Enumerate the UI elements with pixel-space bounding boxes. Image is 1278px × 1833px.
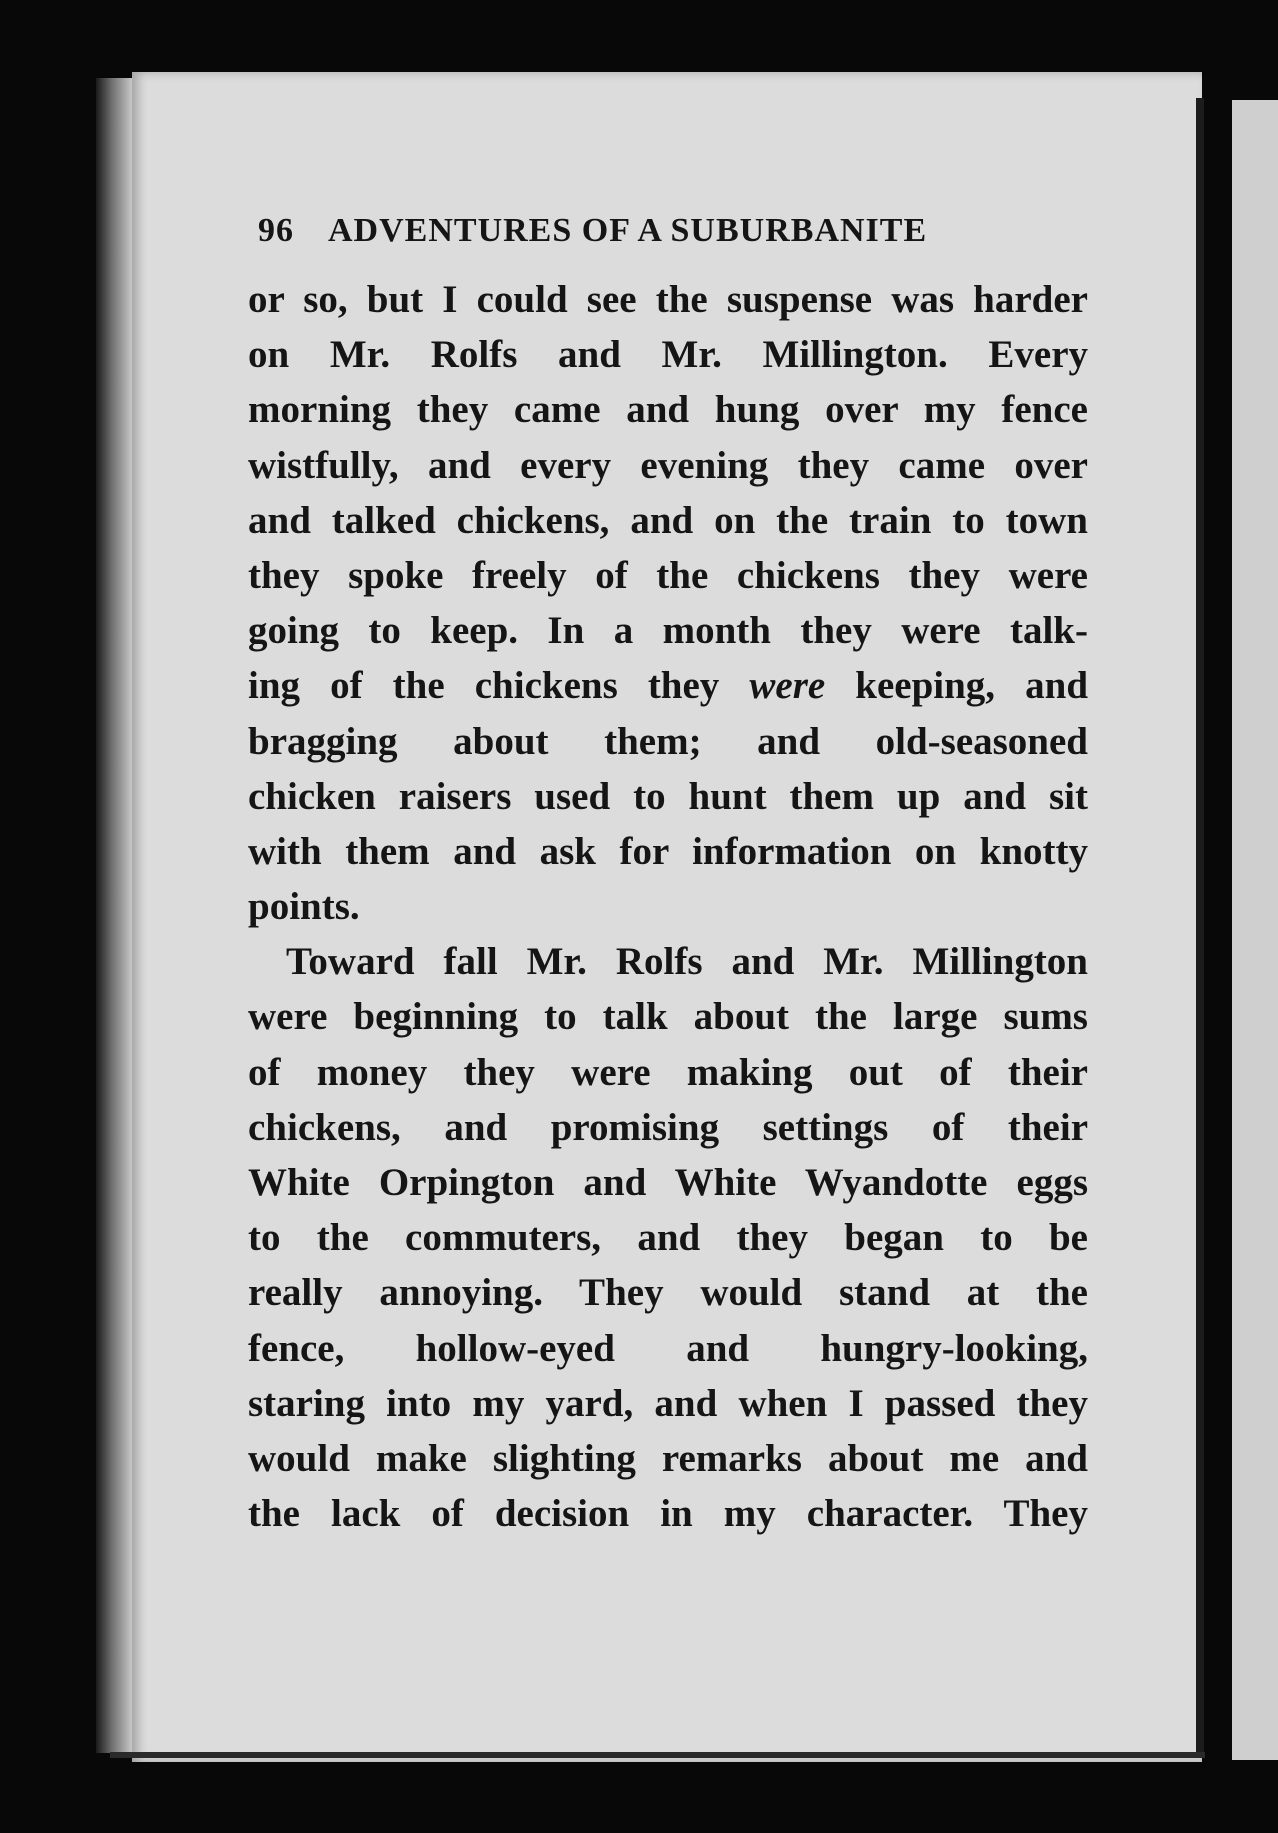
text-line: going to keep. In a month they were talk- (248, 609, 1088, 653)
page-bottom-edge (110, 1752, 1205, 1758)
page-number: 96 (258, 212, 294, 249)
emphasis-word: were (749, 664, 826, 708)
running-title: ADVENTURES OF A SUBURBANITE (328, 212, 928, 249)
text-line: points. (248, 885, 360, 929)
body-text (248, 272, 1088, 1541)
text-line: the lack of decision in my character. They (248, 1492, 1088, 1536)
text-line: or so, but I could see the suspense was harder (248, 278, 1088, 321)
text-line: really annoying. They would stand at the (248, 1271, 1088, 1315)
text-line: chicken raisers used to hunt them up and sit (248, 774, 1088, 818)
text-line: were beginning to talk about the large sums (248, 995, 1088, 1039)
text-line: to the commuters, and they began to be (248, 1216, 1088, 1260)
facing-page (1232, 100, 1278, 1760)
text-line: on Mr. Rolfs and Mr. Millington. Every (248, 333, 1088, 377)
page-edge-shadow (1196, 98, 1204, 1758)
text-line: fence, hollow-eyed and hungry-looking, (248, 1326, 1088, 1370)
text-line: staring into my yard, and when I passed they (248, 1381, 1088, 1425)
text-line: and talked chickens, and on the train to town (248, 498, 1088, 542)
text-line: bragging about them; and old-seasoned (248, 719, 1088, 763)
running-header (258, 212, 1003, 250)
text-line: wistfully, and every evening they came over (248, 443, 1088, 487)
text-line: White Orpington and White Wyandotte eggs (248, 1161, 1088, 1204)
text-line: chickens, and promising settings of their (248, 1105, 1088, 1149)
text-line: Toward fall Mr. Rolfs and Mr. Millington (286, 940, 1088, 984)
text-line: they spoke freely of the chickens they were (248, 553, 1088, 597)
text-line: with them and ask for information on knotty (248, 829, 1088, 873)
text-line: of money they were making out of their (248, 1050, 1088, 1094)
text-line: ing of the chickens they were keeping, and (248, 664, 1089, 708)
text-line: would make slighting remarks about me and (248, 1436, 1088, 1480)
text-line: morning they came and hung over my fence (248, 388, 1088, 432)
